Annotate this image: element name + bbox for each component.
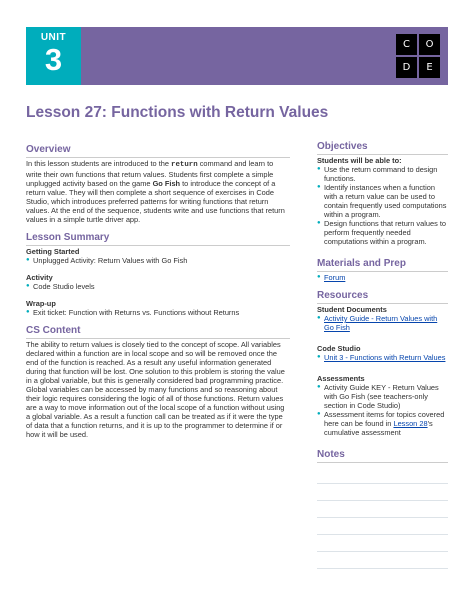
notes-lines[interactable]	[317, 467, 448, 569]
assessment-item: ● Assessment items for topics covered here can be found in Lesson 28's cumulative assessment	[317, 410, 448, 437]
unit-badge	[26, 27, 81, 85]
summary-group-title: Wrap-up	[26, 299, 56, 308]
right-column	[317, 141, 448, 569]
resource-item	[317, 353, 448, 362]
unit-banner	[26, 27, 448, 85]
activity-guide-link[interactable]: Activity Guide - Return Values with Go Fish	[324, 314, 438, 332]
cs-content-heading: CS Content	[26, 325, 290, 339]
unit-number: 3	[44, 42, 63, 77]
notes-heading: Notes	[317, 449, 448, 463]
assessment-item: ● Activity Guide KEY - Return Values with Go Fish (see teachers-only section in Code Studio)	[317, 383, 448, 410]
go-fish-bold: Go Fish	[152, 179, 181, 188]
overview-heading: Overview	[26, 144, 290, 158]
objective-item: ● Identify instances when a function with a return value can be used to contain frequently used computations within a program.	[317, 183, 448, 219]
objective-item: ● Design functions that return values to perform frequently needed computations within a program.	[317, 219, 448, 246]
lesson-title: Lesson 27: Functions with Return Values	[26, 104, 329, 121]
summary-group-title: Getting Started	[26, 247, 80, 256]
summary-item: ● Code Studio levels	[26, 282, 290, 291]
unit-3-functions-link[interactable]: Unit 3 - Functions with Return Values	[324, 353, 446, 362]
unit-label: UNIT	[40, 32, 67, 43]
summary-item: ● Unplugged Activity: Return Values with Go Fish	[26, 256, 290, 265]
left-column	[26, 144, 290, 439]
summary-item: ● Exit ticket: Function with Returns vs. Functions without Returns	[26, 308, 290, 317]
resource-item	[317, 314, 448, 332]
resources-heading: Resources	[317, 290, 448, 304]
summary-group-title: Activity	[26, 273, 53, 282]
return-keyword: return	[171, 161, 198, 169]
objectives-heading: Objectives	[317, 141, 448, 155]
lesson-28-link[interactable]: Lesson 28	[393, 419, 428, 428]
lesson-summary-heading: Lesson Summary	[26, 232, 290, 246]
logo-letter: E	[419, 57, 440, 78]
code-logo	[396, 34, 440, 78]
materials-heading: Materials and Prep	[317, 258, 448, 272]
cs-content-text: The ability to return values is closely tied to the concept of scope. All variables declared within a function are in local scope and so will be removed once the end of the function is reached. As a result any useful information generated during that function will be lost. One solution to this problem is storing the value in a global variable, but this is generally considered bad programming practice. Global variables can be accessed by many functions and so reasoning about their logic requires considering the logic of all of those functions. Return values are a way to move information out of the local scope of a function without using a global variable. As a result a function call can be treated as if it were the type of data that a function returns, and it is up to the programmer to determine if or how it will be used.	[26, 340, 285, 439]
objective-item: ● Use the return command to design functions.	[317, 165, 448, 183]
materials-item	[317, 273, 448, 282]
logo-letter: O	[419, 34, 440, 55]
student-docs-title: Student Documents	[317, 305, 387, 314]
assessments-title: Assessments	[317, 374, 365, 383]
objectives-intro: Students will be able to:	[317, 156, 402, 165]
logo-letter: D	[396, 57, 417, 78]
forum-link[interactable]: Forum	[324, 273, 346, 282]
code-studio-title: Code Studio	[317, 344, 361, 353]
logo-letter: C	[396, 34, 417, 55]
overview-text: In this lesson students are introduced to the return command and learn to write their own functions that return values. Students first complete a simple unplugged activity based on the game Go Fish to introduce the concept of a return value. They will then complete a short sequence of exercises in Code Studio, which introduces preferred patterns for writing functions that return values. At the end of the sequence, students write and use functions that return values in a simple turtle driver app.	[26, 159, 285, 224]
